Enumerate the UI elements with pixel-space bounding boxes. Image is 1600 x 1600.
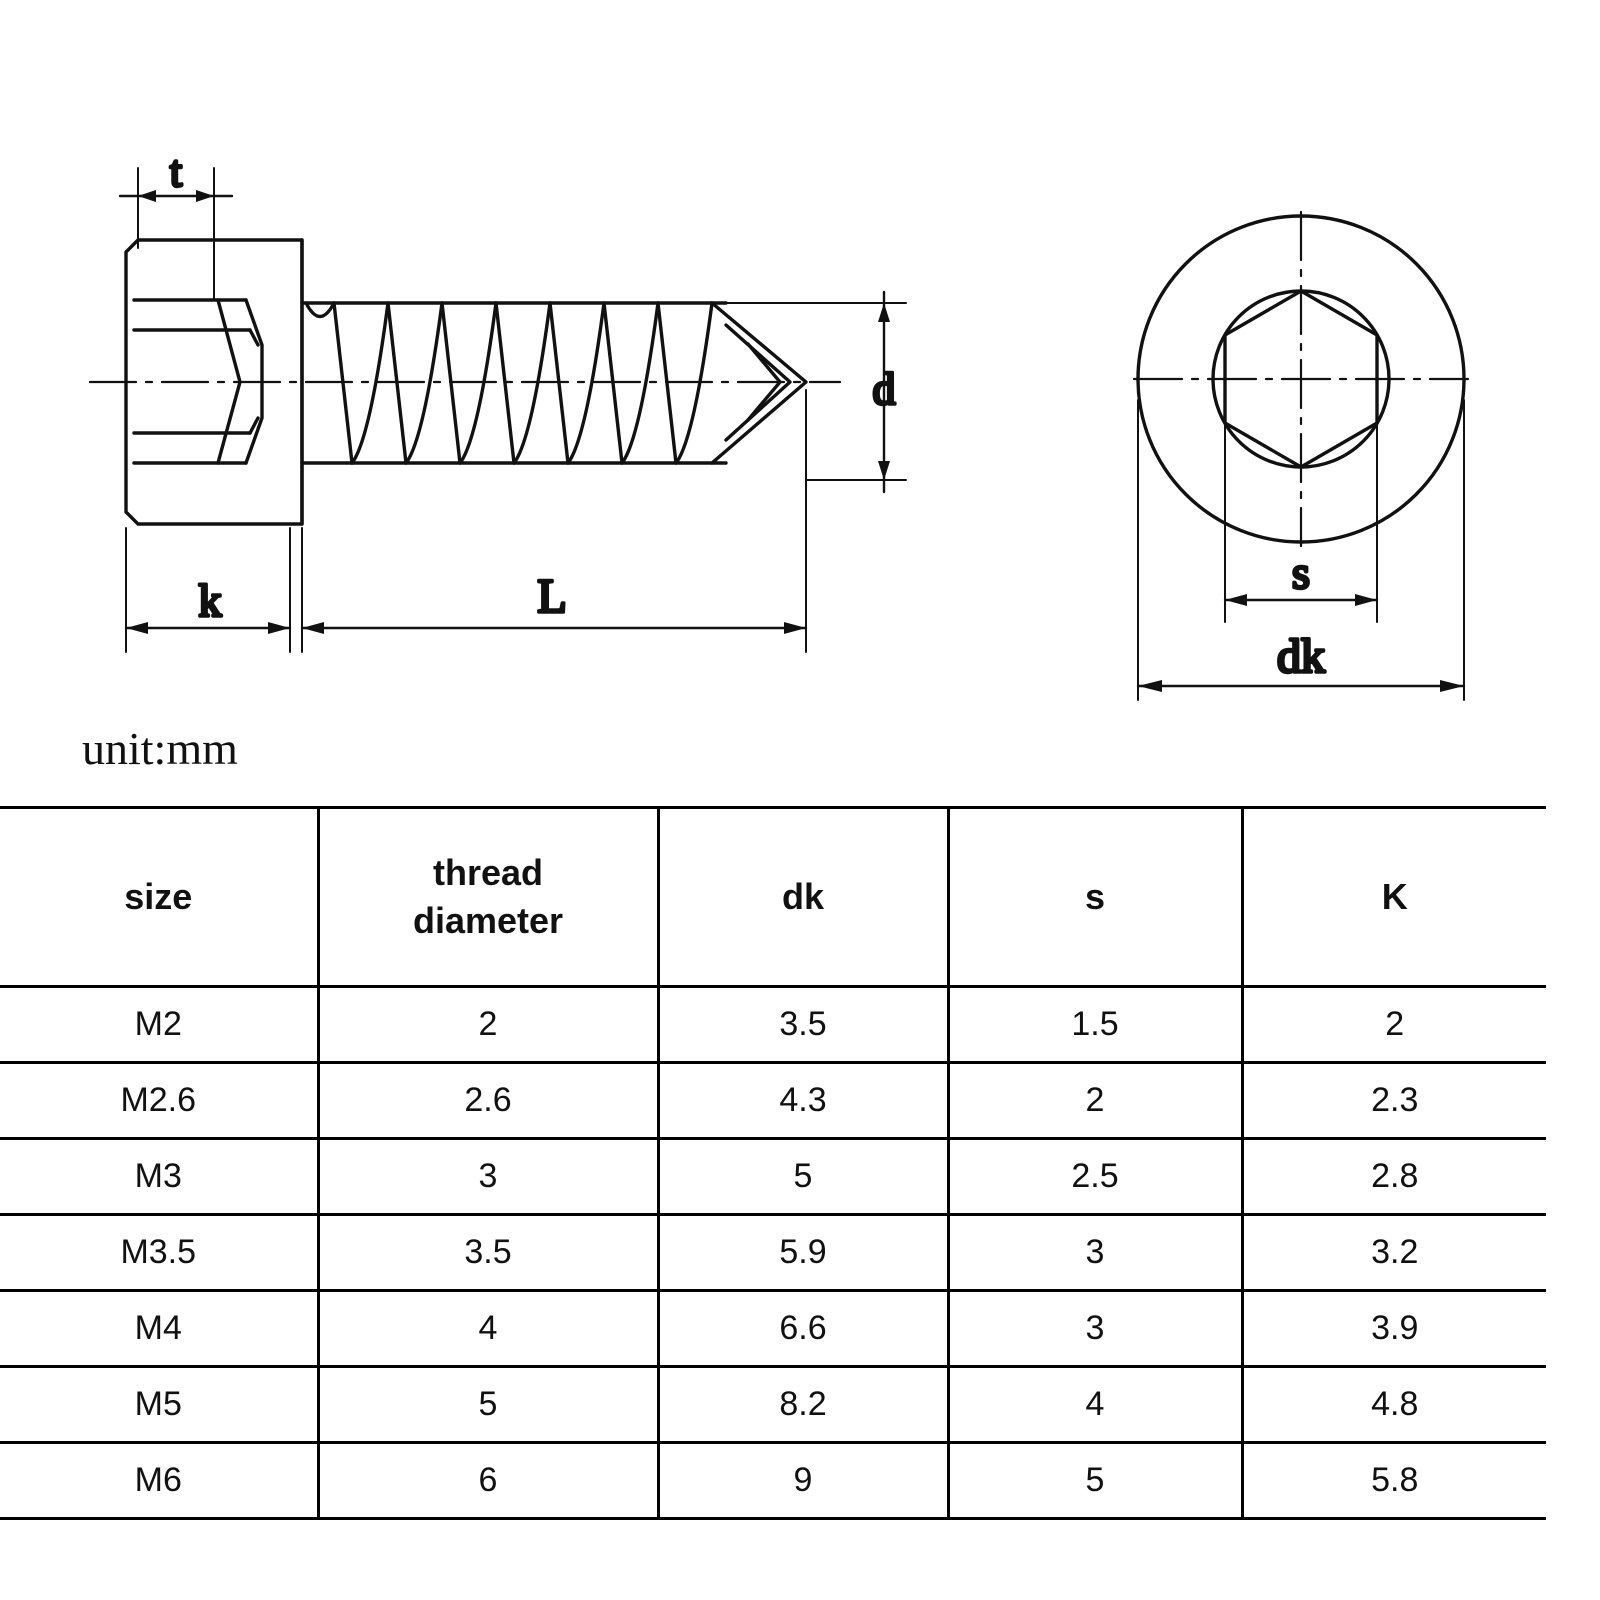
- thread-start: [306, 303, 334, 317]
- cell-size: M4: [0, 1291, 318, 1367]
- cell-dk: 3.5: [658, 987, 948, 1063]
- column-header-thread-diameter: [318, 808, 658, 987]
- cell-k: 2: [1242, 987, 1546, 1063]
- specification-table-container: [0, 806, 1600, 1520]
- table-row: [0, 987, 1546, 1063]
- unit-note: unit:mm: [82, 723, 238, 774]
- dim-label-L: L: [537, 570, 567, 623]
- cell-k: 3.2: [1242, 1215, 1546, 1291]
- cell-dk: 9: [658, 1443, 948, 1519]
- cell-dk: 8.2: [658, 1367, 948, 1443]
- cell-k: 3.9: [1242, 1291, 1546, 1367]
- cell-size: M3.5: [0, 1215, 318, 1291]
- cell-size: M2.6: [0, 1063, 318, 1139]
- cell-s: 2: [948, 1063, 1242, 1139]
- top-view-group: [1134, 212, 1468, 700]
- column-header-k: K: [1242, 808, 1546, 987]
- dim-label-dk: dk: [1277, 630, 1325, 683]
- cell-s: 5: [948, 1443, 1242, 1519]
- cell-thread-diameter: 4: [318, 1291, 658, 1367]
- cell-size: M5: [0, 1367, 318, 1443]
- cell-dk: 6.6: [658, 1291, 948, 1367]
- dim-label-k: k: [198, 575, 222, 626]
- thread-header-line1: thread: [432, 852, 544, 894]
- cell-s: 2.5: [948, 1139, 1242, 1215]
- table-row: [0, 1139, 1546, 1215]
- cell-k: 2.8: [1242, 1139, 1546, 1215]
- cell-s: 3: [948, 1215, 1242, 1291]
- cell-size: M3: [0, 1139, 318, 1215]
- cell-s: 3: [948, 1291, 1242, 1367]
- dim-label-t: t: [169, 147, 183, 196]
- cell-s: 1.5: [948, 987, 1242, 1063]
- cell-thread-diameter: 2: [318, 987, 658, 1063]
- cell-thread-diameter: 6: [318, 1443, 658, 1519]
- table-row: [0, 1215, 1546, 1291]
- table-row: [0, 1367, 1546, 1443]
- table-row: [0, 1291, 1546, 1367]
- dim-label-d: d: [872, 363, 896, 414]
- cell-size: M6: [0, 1443, 318, 1519]
- side-view-group: [90, 147, 906, 652]
- cell-s: 4: [948, 1367, 1242, 1443]
- cell-dk: 5.9: [658, 1215, 948, 1291]
- cell-thread-diameter: 2.6: [318, 1063, 658, 1139]
- cell-dk: 5: [658, 1139, 948, 1215]
- table-header-row: [0, 808, 1546, 987]
- column-header-dk: dk: [658, 808, 948, 987]
- cell-k: 4.8: [1242, 1367, 1546, 1443]
- column-header-size: size: [0, 808, 318, 987]
- cell-thread-diameter: 3: [318, 1139, 658, 1215]
- column-header-s: s: [948, 808, 1242, 987]
- dim-label-s: s: [1292, 547, 1310, 598]
- table-row: [0, 1443, 1546, 1519]
- cell-k: 5.8: [1242, 1443, 1546, 1519]
- cell-dk: 4.3: [658, 1063, 948, 1139]
- cell-thread-diameter: 3.5: [318, 1215, 658, 1291]
- table-row: [0, 1063, 1546, 1139]
- screw-technical-drawing: [0, 0, 1600, 740]
- cell-size: M2: [0, 987, 318, 1063]
- cell-k: 2.3: [1242, 1063, 1546, 1139]
- cell-thread-diameter: 5: [318, 1367, 658, 1443]
- thread-header-line2: diameter: [412, 900, 564, 941]
- specification-table: [0, 806, 1546, 1520]
